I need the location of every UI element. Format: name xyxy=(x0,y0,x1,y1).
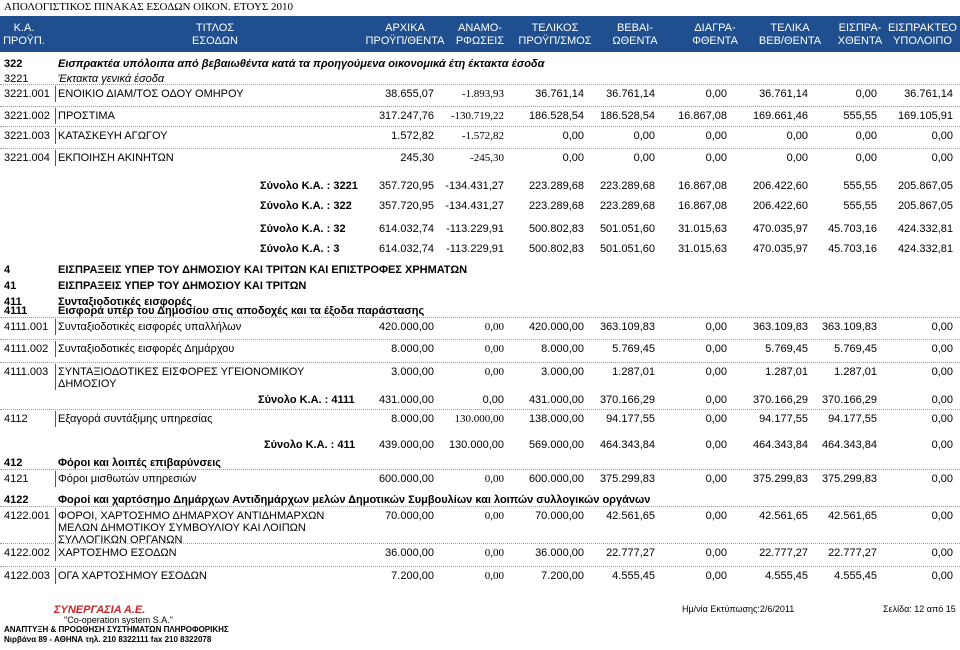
value-cell: 206.422,60 xyxy=(752,180,808,192)
value-cell: 223.289,68 xyxy=(599,180,655,192)
row-divider xyxy=(0,506,960,507)
value-cell: 0,00 xyxy=(931,130,953,142)
value-cell: 4.555,45 xyxy=(612,570,655,582)
print-date: Ημ/νία Εκτύπωσης:2/6/2011 xyxy=(682,604,795,614)
value-cell: 45.703,16 xyxy=(828,243,877,255)
value-cell: 0,00 xyxy=(484,570,504,582)
value-cell: 370.166,29 xyxy=(821,394,877,406)
value-cell: 0,00 xyxy=(931,343,953,355)
company-tagline: ΑΝΑΠΤΥΞΗ & ΠΡΟΩΘΗΣΗ ΣΥΣΤΗΜΑΤΩΝ ΠΛΗΡΟΦΟΡΙΚΗΣ xyxy=(4,625,229,634)
row-title-continued: ΣΥΛΛΟΓΙΚΩΝ ΟΡΓΑΝΩΝ xyxy=(58,534,183,546)
header-collected: ΕΙΣΠΡΑ- ΧΘΕΝΤΑ xyxy=(837,22,883,47)
value-cell: 22.777,27 xyxy=(828,547,877,559)
row-code: 4111.002 xyxy=(4,343,49,355)
value-cell: 245,30 xyxy=(400,152,434,164)
value-cell: 431.000,00 xyxy=(378,394,434,406)
row-title: ΕΝΟΙΚΙΟ ΔΙΑΜ/ΤΟΣ ΟΔΟΥ ΟΜΗΡΟΥ xyxy=(58,88,244,100)
row-title: Έκτακτα γενικά έσοδα xyxy=(58,73,165,85)
value-cell: 36.761,14 xyxy=(606,88,655,100)
value-cell: -130.719,22 xyxy=(450,110,504,122)
row-code: 3221.004 xyxy=(4,152,50,164)
row-title: Φόροι και λοιπές επιβαρύνσεις xyxy=(58,457,221,469)
value-cell: 94.177,55 xyxy=(828,413,877,425)
row-divider xyxy=(0,84,960,85)
value-cell: 370.166,29 xyxy=(599,394,655,406)
row-code: 412 xyxy=(4,457,23,469)
row-title: Εισφορά υπέρ του Δημοσίου στις αποδοχές και τα έξοδα παράστασης xyxy=(58,305,425,317)
table-header xyxy=(0,16,960,52)
value-cell: 70.000,00 xyxy=(535,510,584,522)
value-cell: 22.777,27 xyxy=(759,547,808,559)
value-cell: 0,00 xyxy=(931,439,953,451)
value-cell: 0,00 xyxy=(705,130,727,142)
value-cell: 94.177,55 xyxy=(759,413,808,425)
value-cell: 5.769,45 xyxy=(612,343,655,355)
value-cell: 22.777,27 xyxy=(606,547,655,559)
value-cell: 0,00 xyxy=(562,152,584,164)
document-title: ΑΠΟΛΟΓΙΣΤΙΚΟΣ ΠΙΝΑΚΑΣ ΕΣΟΔΩΝ ΟΙΚΟΝ. ΕΤΟΥΣ 2010 xyxy=(4,1,294,13)
value-cell: 555,55 xyxy=(843,180,877,192)
header-final-certified: ΤΕΛΙΚΑ ΒΕΒ/ΘΕΝΤΑ xyxy=(758,22,822,47)
value-cell: -1.572,82 xyxy=(461,130,504,142)
total-label: Σύνολο Κ.Α. : 4111 xyxy=(258,394,355,406)
row-separator xyxy=(55,319,56,335)
value-cell: 169.105,91 xyxy=(897,110,953,122)
value-cell: 363.109,83 xyxy=(821,321,877,333)
value-cell: 500.802,83 xyxy=(528,243,584,255)
value-cell: 8.000,00 xyxy=(541,343,584,355)
value-cell: 464.343,84 xyxy=(752,439,808,451)
row-divider xyxy=(0,126,960,127)
page-number: Σελίδα: 12 από 15 xyxy=(883,604,956,614)
row-separator xyxy=(55,545,56,561)
value-cell: 464.343,84 xyxy=(821,439,877,451)
value-cell: 0,00 xyxy=(484,547,504,559)
value-cell: 0,00 xyxy=(705,510,727,522)
value-cell: 470.035,97 xyxy=(752,223,808,235)
value-cell: 36.761,14 xyxy=(759,88,808,100)
value-cell: 0,00 xyxy=(484,510,504,522)
value-cell: 464.343,84 xyxy=(599,439,655,451)
value-cell: 223.289,68 xyxy=(599,200,655,212)
value-cell: 0,00 xyxy=(484,473,504,485)
value-cell: 186.528,54 xyxy=(599,110,655,122)
company-address: Νιρβάνα 89 - ΑΘΗΝΑ τηλ. 210 8322111 fax 210 8322078 xyxy=(4,635,212,644)
header-receivable: ΕΙΣΠΡΑΚΤΕΟ ΥΠΟΛΟΙΠΟ xyxy=(888,22,957,47)
value-cell: 0,00 xyxy=(931,152,953,164)
value-cell: 8.000,00 xyxy=(391,413,434,425)
value-cell: 0,00 xyxy=(705,343,727,355)
value-cell: 375.299,83 xyxy=(821,473,877,485)
row-code: 3221.003 xyxy=(4,130,50,142)
value-cell: 7.200,00 xyxy=(541,570,584,582)
value-cell: 357.720,95 xyxy=(378,200,434,212)
row-code: 4122 xyxy=(4,494,29,506)
value-cell: -113.229,91 xyxy=(446,243,504,255)
value-cell: 0,00 xyxy=(705,152,727,164)
value-cell: 501.051,60 xyxy=(599,243,655,255)
value-cell: 370.166,29 xyxy=(752,394,808,406)
row-separator xyxy=(55,508,56,546)
row-separator xyxy=(55,108,56,124)
row-separator xyxy=(55,411,56,427)
header-adjust: ΑΝΑΜΟ- ΡΦΩΣΕΙΣ xyxy=(455,22,505,47)
row-code: 4122.003 xyxy=(4,570,50,582)
total-label: Σύνολο Κ.Α. : 3 xyxy=(260,243,340,255)
value-cell: 36.761,14 xyxy=(535,88,584,100)
header-final-budget: ΤΕΛΙΚΟΣ ΠΡΟΫΠ/ΣΜΟΣ xyxy=(518,22,592,47)
value-cell: 0,00 xyxy=(705,547,727,559)
value-cell: 431.000,00 xyxy=(528,394,584,406)
value-cell: 186.528,54 xyxy=(528,110,584,122)
value-cell: 36.000,00 xyxy=(535,547,584,559)
value-cell: 70.000,00 xyxy=(385,510,434,522)
row-title: ΣΥΝΤΑΞΙΟΔΟΤΙΚΕΣ ΕΙΣΦΟΡΕΣ ΥΓΕΙΟΝΟΜΙΚΟΥ xyxy=(58,366,305,378)
value-cell: 0,00 xyxy=(931,321,953,333)
value-cell: 0,00 xyxy=(705,394,727,406)
value-cell: 0,00 xyxy=(484,343,504,355)
value-cell: 16.867,08 xyxy=(678,180,727,192)
header-title: ΤΙΤΛΟΣ ΕΣΟΔΩΝ xyxy=(192,22,238,47)
row-code: 4121 xyxy=(4,473,29,485)
row-title: Φοροί και χαρτόσημο Δημάρχων Αντιδημάρχων μελών Δημοτικών Συμβουλίων και λοιπών συλλογικών οργάνων xyxy=(58,494,651,506)
value-cell: 600.000,00 xyxy=(378,473,434,485)
value-cell: -134.431,27 xyxy=(445,180,504,192)
row-title: ΕΙΣΠΡΑΞΕΙΣ ΥΠΕΡ ΤΟΥ ΔΗΜΟΣΙΟΥ ΚΑΙ ΤΡΙΤΩΝ xyxy=(58,280,307,292)
value-cell: 420.000,00 xyxy=(528,321,584,333)
value-cell: 138.000,00 xyxy=(528,413,584,425)
value-cell: 0,00 xyxy=(705,366,727,378)
value-cell: 439.000,00 xyxy=(378,439,434,451)
value-cell: 375.299,83 xyxy=(752,473,808,485)
value-cell: 130.000,00 xyxy=(448,439,504,451)
value-cell: 501.051,60 xyxy=(599,223,655,235)
row-divider xyxy=(0,148,960,149)
row-title: ΧΑΡΤΟΣΗΜΟ ΕΣΟΔΩΝ xyxy=(58,547,177,559)
row-title: ΕΚΠΟΙΗΣΗ ΑΚΙΝΗΤΩΝ xyxy=(58,152,174,164)
row-code: 4111 xyxy=(4,305,28,317)
value-cell: 0,00 xyxy=(786,130,808,142)
value-cell: 31.015,63 xyxy=(678,243,727,255)
value-cell: 4.555,45 xyxy=(765,570,808,582)
value-cell: 0,00 xyxy=(931,547,953,559)
total-label: Σύνολο Κ.Α. : 411 xyxy=(264,439,356,451)
value-cell: 375.299,83 xyxy=(599,473,655,485)
value-cell: 16.867,08 xyxy=(678,200,727,212)
value-cell: 600.000,00 xyxy=(528,473,584,485)
value-cell: 0,00 xyxy=(484,366,504,378)
value-cell: 223.289,68 xyxy=(528,180,584,192)
value-cell: 357.720,95 xyxy=(378,180,434,192)
value-cell: 0,00 xyxy=(482,394,504,406)
value-cell: 0,00 xyxy=(633,152,655,164)
row-title: ΟΓΑ ΧΑΡΤΟΣΗΜΟΥ ΕΣΟΔΩΝ xyxy=(58,570,207,582)
value-cell: 424.332,81 xyxy=(897,243,953,255)
value-cell: 363.109,83 xyxy=(752,321,808,333)
row-divider xyxy=(0,362,960,363)
value-cell: 0,00 xyxy=(855,130,877,142)
row-title: ΦΟΡΟΙ, ΧΑΡΤΟΣΗΜΟ ΔΗΜΑΡΧΟΥ ΑΝΤΙΔΗΜΑΡΧΩΝ xyxy=(58,510,325,522)
footer-company xyxy=(4,605,229,645)
value-cell: 16.867,08 xyxy=(678,110,727,122)
value-cell: 3.000,00 xyxy=(391,366,434,378)
value-cell: 0,00 xyxy=(931,413,953,425)
value-cell: -134.431,27 xyxy=(445,200,504,212)
value-cell: 0,00 xyxy=(931,510,953,522)
header-initial: ΑΡΧΙΚΑ ΠΡΟΫΠ/ΘΕΝΤΑ xyxy=(365,22,445,47)
value-cell: 500.802,83 xyxy=(528,223,584,235)
value-cell: 0,00 xyxy=(931,366,953,378)
value-cell: 0,00 xyxy=(855,152,877,164)
value-cell: 424.332,81 xyxy=(897,223,953,235)
row-title: Συνταξιοδοτικές εισφορές xyxy=(58,296,192,308)
value-cell: 4.555,45 xyxy=(834,570,877,582)
value-cell: 0,00 xyxy=(705,473,727,485)
value-cell: 205.867,05 xyxy=(897,180,953,192)
value-cell: 206.422,60 xyxy=(752,200,808,212)
header-certified: ΒΕΒΑΙ- ΩΘΕΝΤΑ xyxy=(612,22,658,47)
value-cell: 36.761,14 xyxy=(904,88,953,100)
row-code: 4111.001 xyxy=(4,321,49,333)
value-cell: -113.229,91 xyxy=(446,223,504,235)
value-cell: 0,00 xyxy=(931,570,953,582)
header-ka: Κ.Α. ΠΡΟΫΠ. xyxy=(3,22,45,47)
value-cell: 5.769,45 xyxy=(834,343,877,355)
row-code: 4 xyxy=(4,264,11,276)
company-english-name: "Co-operation system S.A." xyxy=(64,615,173,625)
total-label: Σύνολο Κ.Α. : 3221 xyxy=(260,180,358,192)
value-cell: 0,00 xyxy=(931,394,953,406)
value-cell: 1.287,01 xyxy=(612,366,655,378)
row-separator xyxy=(55,128,56,144)
row-title: Εισπρακτέα υπόλοιπα από βεβαιωθέντα κατά τα προηγούμενα οικονομικά έτη έκτακτα έσοδα xyxy=(58,58,545,70)
row-separator xyxy=(55,364,56,390)
row-divider xyxy=(0,106,960,107)
row-separator xyxy=(55,341,56,357)
value-cell: 0,00 xyxy=(705,570,727,582)
value-cell: 569.000,00 xyxy=(528,439,584,451)
row-divider xyxy=(0,339,960,340)
value-cell: 94.177,55 xyxy=(606,413,655,425)
value-cell: 555,55 xyxy=(843,110,877,122)
row-code: 4122.001 xyxy=(4,510,50,522)
row-code: 4122.002 xyxy=(4,547,50,559)
value-cell: 0,00 xyxy=(633,130,655,142)
row-code: 41 xyxy=(4,280,17,292)
value-cell: 317.247,76 xyxy=(378,110,434,122)
value-cell: 42.561,65 xyxy=(828,510,877,522)
value-cell: 42.561,65 xyxy=(606,510,655,522)
row-code: 4112 xyxy=(4,413,28,425)
value-cell: 1.287,01 xyxy=(834,366,877,378)
value-cell: 5.769,45 xyxy=(765,343,808,355)
row-divider xyxy=(0,317,960,318)
row-title: ΠΡΟΣΤΙΜΑ xyxy=(58,110,115,122)
row-separator xyxy=(55,150,56,166)
row-title-continued: ΔΗΜΟΣΙΟΥ xyxy=(58,378,117,390)
row-separator xyxy=(55,568,56,584)
row-code: 4111.003 xyxy=(4,366,49,378)
row-code: 3221.002 xyxy=(4,110,50,122)
row-code: 411 xyxy=(4,296,22,308)
row-title-continued: ΜΕΛΩΝ ΔΗΜΟΤΙΚΟΥ ΣΥΜΒΟΥΛΙΟΥ ΚΑΙ ΛΟΙΠΩΝ xyxy=(58,522,306,534)
row-separator xyxy=(55,471,56,487)
row-title: Συνταξιοδοτικές εισφορές Δημάρχου xyxy=(58,343,235,355)
row-divider xyxy=(0,566,960,567)
value-cell: 36.000,00 xyxy=(385,547,434,559)
value-cell: 205.867,05 xyxy=(897,200,953,212)
company-logo: ΣΥΝΕΡΓΑΣΙΑ Α.Ε. xyxy=(54,604,146,616)
row-divider xyxy=(0,409,960,410)
value-cell: 0,00 xyxy=(931,473,953,485)
row-code: 3221.001 xyxy=(4,88,50,100)
value-cell: 614.032,74 xyxy=(378,223,434,235)
value-cell: 0,00 xyxy=(562,130,584,142)
row-title: Εξαγορά συντάξιμης υπηρεσίας xyxy=(58,413,213,425)
row-divider xyxy=(0,469,960,470)
value-cell: 0,00 xyxy=(855,88,877,100)
total-label: Σύνολο Κ.Α. : 322 xyxy=(260,200,352,212)
value-cell: 0,00 xyxy=(705,321,727,333)
value-cell: 0,00 xyxy=(705,413,727,425)
value-cell: 363.109,83 xyxy=(599,321,655,333)
value-cell: 223.289,68 xyxy=(528,200,584,212)
value-cell: -245,30 xyxy=(470,152,504,164)
row-title: Φόροι μισθωτών υπηρεσιών xyxy=(58,473,197,485)
row-code: 3221 xyxy=(4,73,29,85)
value-cell: 420.000,00 xyxy=(378,321,434,333)
value-cell: 38.655,07 xyxy=(385,88,434,100)
row-title: ΕΙΣΠΡΑΞΕΙΣ ΥΠΕΡ ΤΟΥ ΔΗΜΟΣΙΟΥ ΚΑΙ ΤΡΙΤΩΝ ΚΑΙ ΕΠΙΣΤΡΟΦΕΣ ΧΡΗΜΑΤΩΝ xyxy=(58,264,468,276)
total-label: Σύνολο Κ.Α. : 32 xyxy=(260,223,346,235)
value-cell: 1.572,82 xyxy=(391,130,434,142)
value-cell: 169.661,46 xyxy=(752,110,808,122)
header-deleted: ΔΙΑΓΡΑ- ΦΘΕΝΤΑ xyxy=(692,22,738,47)
value-cell: 470.035,97 xyxy=(752,243,808,255)
row-code: 322 xyxy=(4,58,23,70)
value-cell: 614.032,74 xyxy=(378,243,434,255)
value-cell: 8.000,00 xyxy=(391,343,434,355)
value-cell: 0,00 xyxy=(705,439,727,451)
row-title: Συνταξιοδοτικές εισφορές υπαλλήλων xyxy=(58,321,242,333)
value-cell: 0,00 xyxy=(786,152,808,164)
row-title: ΚΑΤΑΣΚΕΥΗ ΑΓΩΓΟΥ xyxy=(58,130,168,142)
value-cell: 45.703,16 xyxy=(828,223,877,235)
value-cell: 0,00 xyxy=(484,321,504,333)
value-cell: 42.561,65 xyxy=(759,510,808,522)
value-cell: 130.000,00 xyxy=(454,413,504,425)
value-cell: 555,55 xyxy=(843,200,877,212)
value-cell: 0,00 xyxy=(705,88,727,100)
value-cell: 1.287,01 xyxy=(765,366,808,378)
row-separator xyxy=(55,86,56,102)
value-cell: -1.893,93 xyxy=(461,88,504,100)
row-divider xyxy=(0,543,960,544)
value-cell: 31.015,63 xyxy=(678,223,727,235)
value-cell: 7.200,00 xyxy=(391,570,434,582)
value-cell: 3.000,00 xyxy=(541,366,584,378)
